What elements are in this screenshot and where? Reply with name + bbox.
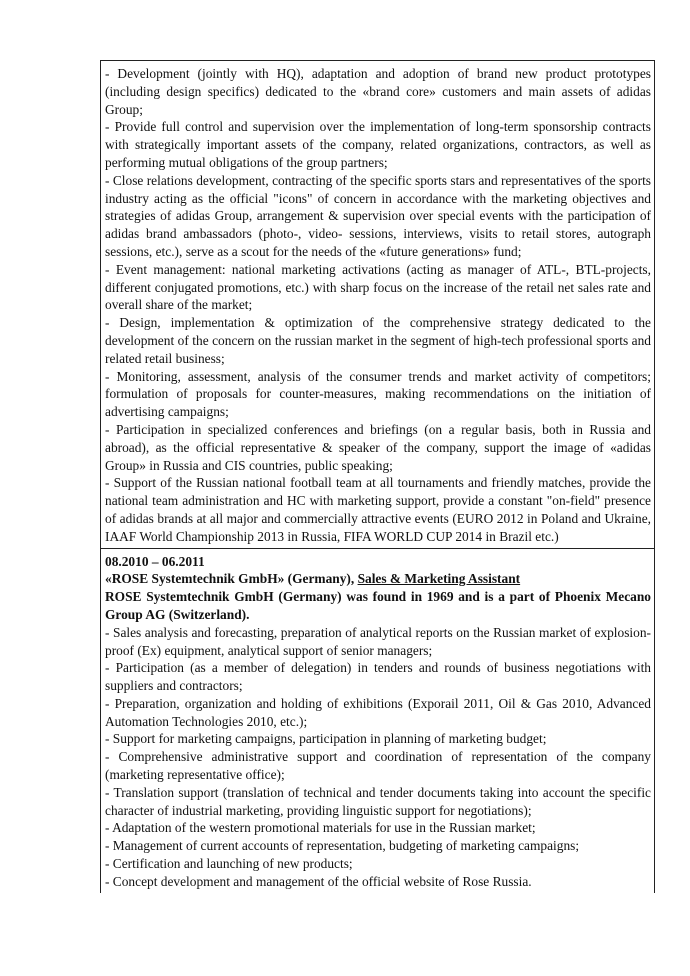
list-item: - Provide full control and supervision over the implementation of long-term sponsorship contracts with strategically important assets of the company, related organizations, contractors, as well as performing mutual obligations of the group partners; xyxy=(105,119,651,170)
resume-table xyxy=(100,60,655,893)
list-item: - Design, implementation & optimization of the comprehensive strategy dedicated to the development of the concern on the russian market in the segment of high-tech professional sports and related retail business; xyxy=(105,315,651,366)
list-item: - Translation support (translation of technical and tender documents taking into account the specific character of industrial marketing, providing linguistic support for negotiations); xyxy=(105,784,651,818)
employer-name: «ROSE Systemtechnik GmbH» (Germany), xyxy=(105,571,358,587)
list-item: - Concept development and management of the official website of Rose Russia. xyxy=(105,873,532,889)
list-item: - Comprehensive administrative support and coordination of representation of the company (marketing representative office); xyxy=(105,749,651,783)
duties-cell-previous xyxy=(101,61,654,548)
list-item: - Support for marketing campaigns, participation in planning of marketing budget; xyxy=(105,731,547,747)
list-item: - Participation in specialized conferences and briefings (on a regular basis, both in Russia and abroad), as the official representative & speaker of the company, support the image of «adidas Group» in Russia and CIS countries, public speaking; xyxy=(105,421,651,473)
job-cell-rose xyxy=(101,548,654,893)
list-item: - Management of current accounts of representation, budgeting of marketing campaigns; xyxy=(105,838,580,854)
company-intro: ROSE Systemtechnik GmbH (Germany) was found in 1969 and is a part of Phoenix Mecano Group AG (Switzerland). xyxy=(105,589,651,622)
list-item: - Monitoring, assessment, analysis of the consumer trends and market activity of competitors; formulation of proposals for counter-measures, making recommendations on the initiation of advertising campaigns; xyxy=(105,368,651,420)
employer-line xyxy=(105,570,651,588)
list-item: - Sales analysis and forecasting, preparation of analytical reports on the Russian market of explosion-proof (Ex) equipment, analytical support of senior managers; xyxy=(105,624,651,658)
list-item: - Preparation, organization and holding of exhibitions (Exporail 2011, Oil & Gas 2010, Advanced Automation Technologies 2010, etc.); xyxy=(105,695,651,729)
list-item: - Event management: national marketing activations (acting as manager of ATL-, BTL-projects, different conjugated promotions, etc.) with sharp focus on the increase of the retail net sales rate and overall share of the market; xyxy=(105,261,651,313)
list-item: - Adaptation of the western promotional materials for use in the Russian market; xyxy=(105,820,536,836)
list-item: - Development (jointly with HQ), adaptation and adoption of brand new product prototypes (including design specifics) dedicated to the «brand core» customers and main assets of adidas Group; xyxy=(105,66,651,117)
list-item: - Participation (as a member of delegation) in tenders and rounds of business negotiations with suppliers and contractors; xyxy=(105,660,651,694)
list-item: - Certification and launching of new products; xyxy=(105,856,353,872)
list-item: - Support of the Russian national football team at all tournaments and friendly matches, provide the national team administration and HC with marketing support, provide a constant "on-field" presence of adidas brands at all major and commercially attractive events (EURO 2012 in Poland and Ukraine, IAAF World Championship 2013 in Russia, FIFA WORLD CUP 2014 in Brazil etc.) xyxy=(105,475,651,544)
position-title: Sales & Marketing Assistant xyxy=(357,571,521,587)
employment-period: 08.2010 – 06.2011 xyxy=(105,553,205,569)
list-item: - Close relations development, contracting of the specific sports stars and representatives of the sports industry acting as the official "icons" of concern in accordance with the marketing objectives and strategies of adidas Group, arrangement & supervision over special events with the participation of adidas brand ambassadors (photo-, video- sessions, interviews, visits to retail stores, autograph sessions, etc.), serve as a scout for the needs of the «future generations» fund; xyxy=(105,172,651,259)
